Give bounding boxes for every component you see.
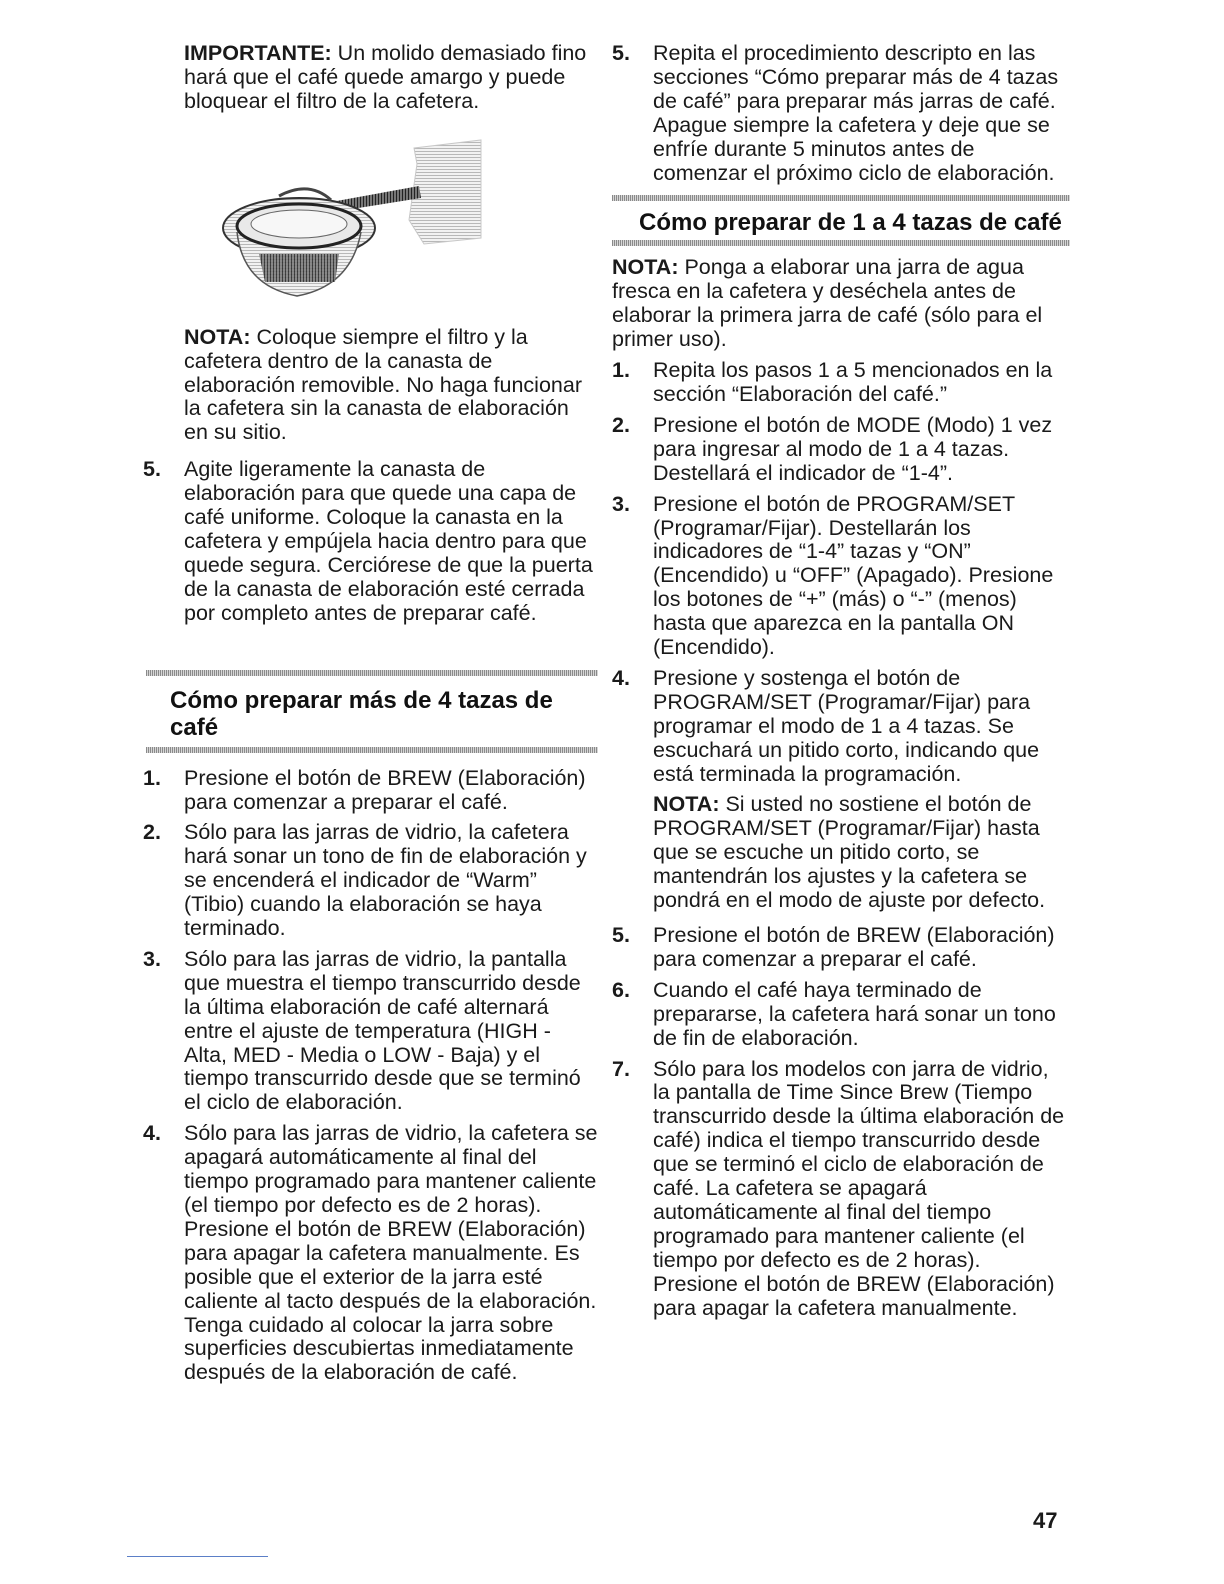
right-step-5 [612, 924, 1070, 972]
right-step-7 [612, 1058, 1070, 1321]
right-step-3 [612, 493, 1070, 660]
left-step-3 [143, 948, 598, 1115]
step-text: Presione el botón de PROGRAM/SET (Programar/Fijar). Destellarán los indicadores de “1-4” tazas y “ON” (Encendido) u “OFF” (Apagado). Presione los botones de “+” (más) o “-” (menos) hasta que aparezca en la pantalla ON (Encendido). [653, 491, 1054, 660]
section-heading-1-to-4: Cómo preparar de 1 a 4 tazas de café [639, 209, 1062, 237]
nota-label: NOTA: [612, 255, 679, 280]
step-text: Sólo para las jarras de vidrio, la pantalla que muestra el tiempo transcurrido desde la última elaboración de café alternará entre el ajuste de temperatura (HIGH - Alta, MED - Media o LOW - Baja) y el tiempo transcurrido desde que se terminó el ciclo de elaboración. [184, 946, 581, 1115]
section-heading-more-than-4: Cómo preparar más de 4 tazas de café [170, 686, 553, 741]
nota-text: Ponga a elaborar una jarra de agua fresca en la cafetera y deséchela antes de elaborar la primera jarra de café (sólo para el primer uso). [612, 255, 1043, 352]
right-step-5-top [612, 42, 1070, 185]
left-column [143, 42, 598, 1385]
step-4-nota [612, 793, 1070, 913]
right-step-2 [612, 414, 1070, 486]
step-number: 7. [612, 1056, 630, 1081]
nota-text: Coloque siempre el filtro y la cafetera dentro de la canasta de elaboración removible. No haga funcionar la cafetera sin la canasta de elaboración en su sitio. [184, 324, 582, 445]
brew-basket-filter-illustration [219, 136, 489, 308]
step-number: 5. [612, 41, 630, 65]
step-number: 3. [612, 491, 630, 516]
footer-rule [127, 1556, 268, 1557]
right-nota-paragraph [612, 256, 1070, 352]
step-number: 1. [612, 358, 630, 383]
step-number: 6. [612, 977, 630, 1002]
step-number: 3. [143, 946, 161, 971]
section-divider-top [612, 195, 1070, 201]
step-text: Sólo para las jarras de vidrio, la cafetera se apagará automáticamente al final del tiempo programado para mantener caliente (el tiempo por defecto es de 2 horas). Presione el botón de BREW (Elaboración) para apagar la cafetera manualmente. Es posible que el exterior de la jarra esté caliente al tacto después de la elaboración. Tenga cuidado al colocar la jarra sobre superficies descubiertas inmediatamente después de la elaboración de café. [184, 1121, 598, 1385]
step-text: Repita los pasos 1 a 5 mencionados en la sección “Elaboración del café.” [653, 358, 1053, 406]
right-step-1 [612, 359, 1070, 407]
importante-text: Un molido demasiado fino hará que el café quede amargo y puede bloquear el filtro de la cafetera. [184, 41, 587, 113]
section-divider-bottom [612, 240, 1070, 246]
step-text: Agite ligeramente la canasta de elaboración para que quede una capa de café uniforme. Coloque la canasta en la cafetera y empújela hacia dentro para que quede segura. Cerciórese de que la puerta de la canasta de elaboración esté cerrada por completo antes de preparar café. [184, 457, 593, 625]
left-step-1 [143, 767, 598, 815]
step-text: Presione el botón de BREW (Elaboración) para comenzar a preparar el café. [653, 923, 1055, 971]
importante-paragraph [143, 42, 598, 114]
nota-label: NOTA: [653, 792, 720, 817]
nota-paragraph [143, 326, 598, 446]
page-number: 47 [1033, 1508, 1058, 1533]
section-divider-bottom [146, 747, 598, 753]
nota-text: Si usted no sostiene el botón de PROGRAM/SET (Programar/Fijar) hasta que se escuche un pitido corto, se mantendrán los ajustes y la cafetera se pondrá en el modo de ajuste por defecto. [653, 792, 1046, 913]
step-number: 2. [143, 820, 161, 845]
step-number: 4. [143, 1121, 161, 1146]
importante-label: IMPORTANTE: [184, 41, 332, 65]
right-column [612, 42, 1070, 1321]
left-step-5 [143, 458, 598, 625]
right-step-6 [612, 979, 1070, 1051]
step-number: 4. [612, 665, 630, 690]
step-text: Sólo para los modelos con jarra de vidrio, la pantalla de Time Since Brew (Tiempo transcurrido desde la última elaboración de café) indica el tiempo transcurrido desde que se terminó el ciclo de elaboración de café. La cafetera se apagará automáticamente al final del tiempo programado para mantener caliente (el tiempo por defecto es de 2 horas). Presione el botón de BREW (Elaboración) para apagar la cafetera manualmente. [653, 1056, 1065, 1320]
step-text: Presione el botón de MODE (Modo) 1 vez para ingresar al modo de 1 a 4 tazas. Destellará el indicador de “1-4”. [653, 412, 1053, 485]
step-text: Presione el botón de BREW (Elaboración) para comenzar a preparar el café. [184, 765, 586, 814]
step-text: Cuando el café haya terminado de prepararse, la cafetera hará sonar un tono de fin de elaboración. [653, 977, 1056, 1050]
step-number: 5. [143, 457, 161, 482]
step-text: Presione y sostenga el botón de PROGRAM/SET (Programar/Fijar) para programar el modo de 1 a 4 tazas. Se escuchará un pitido corto, indicando que está terminada la programación. [653, 665, 1040, 786]
right-step-4 [612, 667, 1070, 787]
left-step-4 [143, 1122, 598, 1385]
left-step-2 [143, 821, 598, 941]
step-number: 2. [612, 412, 630, 437]
step-text: Sólo para las jarras de vidrio, la cafetera hará sonar un tono de fin de elaboración y se encenderá el indicador de “Warm” (Tibio) cuando la elaboración se haya terminado. [184, 820, 587, 941]
section-divider-top [146, 670, 598, 676]
step-number: 1. [143, 765, 161, 790]
step-number: 5. [612, 923, 630, 947]
step-text: Repita el procedimiento descripto en las secciones “Cómo preparar más de 4 tazas de café” para preparar más jarras de café. Apague siempre la cafetera y deje que se enfríe durante 5 minutos antes de comenzar el próximo ciclo de elaboración. [653, 41, 1059, 185]
nota-label: NOTA: [184, 324, 251, 349]
